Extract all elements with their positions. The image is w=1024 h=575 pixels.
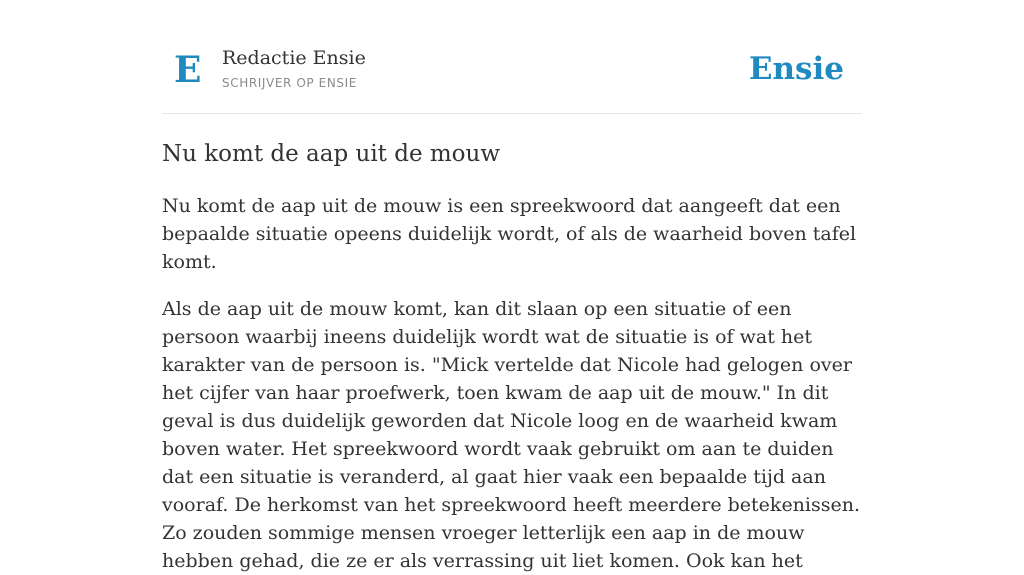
- article-header: [162, 0, 862, 114]
- article-card: [162, 0, 862, 575]
- article-paragraph: Als de aap uit de mouw komt, kan dit slaan op een situatie of een persoon waarbij ineens duidelijk wordt wat de situatie is of wat het karakter van de persoon is. "Mick vertelde dat Nicole had gelogen over het cijfer van haar proefwerk, toen kwam de aap uit de mouw." In dit geval is dus duidelijk geworden dat Nicole loog en de waarheid kwam boven water. Het spreekwoord wordt vaak gebruikt om aan te duiden dat een situatie is veranderd, al gaat hier vaak een bepaalde tijd aan vooraf. De herkomst van het spreekwoord heeft meerdere betekenissen. Zo zouden sommige mensen vroeger letterlijk een aap in de mouw hebben gehad, die ze er als verrassing uit liet komen. Ook kan het: [162, 298, 861, 572]
- article-title: Nu komt de aap uit de mouw: [162, 141, 501, 167]
- author-role: SCHRIJVER OP ENSIE: [222, 76, 357, 90]
- author-logo[interactable]: E: [174, 49, 202, 91]
- brand-logo[interactable]: Ensie: [748, 51, 844, 87]
- author-name[interactable]: Redactie Ensie: [222, 47, 366, 69]
- article-paragraph: Nu komt de aap uit de mouw is een spreekwoord dat aangeeft dat een bepaalde situatie opeens duidelijk wordt, of als de waarheid boven tafel komt.: [162, 195, 857, 273]
